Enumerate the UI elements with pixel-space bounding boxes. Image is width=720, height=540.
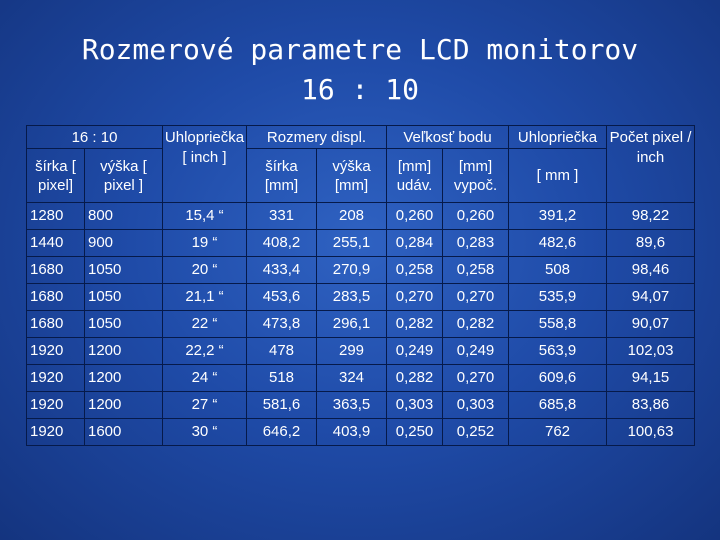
cell-height-px: 1200 [85, 392, 163, 419]
lcd-parameters-table [26, 125, 695, 446]
cell-width-mm: 581,6 [247, 392, 317, 419]
cell-diagonal-mm: 482,6 [509, 230, 607, 257]
cell-width-px: 1920 [27, 365, 85, 392]
header-width-mm: šírka [mm] [247, 149, 317, 203]
cell-diagonal-mm: 685,8 [509, 392, 607, 419]
cell-dot-calculated: 0,282 [443, 311, 509, 338]
cell-pixels-per-inch: 98,22 [607, 203, 695, 230]
cell-diagonal-inch: 15,4 “ [163, 203, 247, 230]
cell-width-px: 1680 [27, 311, 85, 338]
cell-pixels-per-inch: 90,07 [607, 311, 695, 338]
cell-diagonal-mm: 563,9 [509, 338, 607, 365]
cell-diagonal-mm: 391,2 [509, 203, 607, 230]
cell-dot-calculated: 0,270 [443, 365, 509, 392]
cell-diagonal-mm: 558,8 [509, 311, 607, 338]
cell-dot-given: 0,260 [387, 203, 443, 230]
header-height-px: výška [ pixel ] [85, 149, 163, 203]
title-line-1: Rozmerové parametre LCD monitorov [81, 33, 639, 66]
cell-width-px: 1680 [27, 257, 85, 284]
cell-diagonal-inch: 20 “ [163, 257, 247, 284]
cell-pixels-per-inch: 89,6 [607, 230, 695, 257]
header-height-mm: výška [mm] [317, 149, 387, 203]
cell-width-mm: 473,8 [247, 311, 317, 338]
cell-pixels-per-inch: 100,63 [607, 419, 695, 446]
header-dot-given: [mm] udáv. [387, 149, 443, 203]
cell-width-px: 1920 [27, 392, 85, 419]
cell-dot-given: 0,250 [387, 419, 443, 446]
cell-pixels-per-inch: 94,07 [607, 284, 695, 311]
cell-width-mm: 331 [247, 203, 317, 230]
cell-width-px: 1920 [27, 419, 85, 446]
cell-dot-calculated: 0,252 [443, 419, 509, 446]
cell-height-px: 1200 [85, 365, 163, 392]
header-diagonal-mm-title: Uhlopriečka [509, 126, 607, 149]
cell-height-mm: 324 [317, 365, 387, 392]
cell-width-mm: 518 [247, 365, 317, 392]
cell-width-px: 1440 [27, 230, 85, 257]
cell-height-mm: 403,9 [317, 419, 387, 446]
cell-pixels-per-inch: 83,86 [607, 392, 695, 419]
table-row [27, 203, 695, 230]
table-row [27, 419, 695, 446]
cell-height-px: 1050 [85, 311, 163, 338]
cell-diagonal-inch: 24 “ [163, 365, 247, 392]
cell-height-px: 900 [85, 230, 163, 257]
header-dot-calculated: [mm] vypoč. [443, 149, 509, 203]
cell-dot-given: 0,249 [387, 338, 443, 365]
cell-diagonal-mm: 535,9 [509, 284, 607, 311]
cell-dot-given: 0,303 [387, 392, 443, 419]
cell-dot-calculated: 0,283 [443, 230, 509, 257]
cell-dot-given: 0,282 [387, 311, 443, 338]
cell-diagonal-inch: 21,1 “ [163, 284, 247, 311]
table-row [27, 257, 695, 284]
cell-diagonal-inch: 30 “ [163, 419, 247, 446]
cell-height-px: 1050 [85, 284, 163, 311]
cell-diagonal-inch: 22,2 “ [163, 338, 247, 365]
header-diagonal-inch: Uhlopriečka [ inch ] [163, 126, 247, 203]
cell-width-mm: 478 [247, 338, 317, 365]
cell-height-px: 1050 [85, 257, 163, 284]
header-ratio-group: 16 : 10 [27, 126, 163, 149]
cell-height-mm: 296,1 [317, 311, 387, 338]
header-diagonal-mm-unit: [ mm ] [509, 149, 607, 203]
title-line-2: 16 : 10 [300, 73, 419, 106]
cell-dot-given: 0,258 [387, 257, 443, 284]
cell-height-mm: 270,9 [317, 257, 387, 284]
header-pixels-per-inch: Počet pixel / inch [607, 126, 695, 203]
cell-height-mm: 363,5 [317, 392, 387, 419]
cell-diagonal-inch: 22 “ [163, 311, 247, 338]
cell-height-mm: 283,5 [317, 284, 387, 311]
header-width-px: šírka [ pixel] [27, 149, 85, 203]
cell-dot-calculated: 0,270 [443, 284, 509, 311]
header-dot-size-group: Veľkosť bodu [387, 126, 509, 149]
slide-title [0, 30, 720, 110]
cell-dot-calculated: 0,249 [443, 338, 509, 365]
cell-diagonal-mm: 508 [509, 257, 607, 284]
cell-width-mm: 408,2 [247, 230, 317, 257]
cell-dot-calculated: 0,258 [443, 257, 509, 284]
cell-dot-given: 0,282 [387, 365, 443, 392]
cell-height-mm: 208 [317, 203, 387, 230]
table-row [27, 230, 695, 257]
table-row [27, 338, 695, 365]
cell-diagonal-mm: 762 [509, 419, 607, 446]
header-display-dimensions-group: Rozmery displ. [247, 126, 387, 149]
cell-height-px: 1600 [85, 419, 163, 446]
cell-dot-given: 0,284 [387, 230, 443, 257]
cell-width-mm: 646,2 [247, 419, 317, 446]
cell-pixels-per-inch: 94,15 [607, 365, 695, 392]
cell-diagonal-inch: 27 “ [163, 392, 247, 419]
table-row [27, 365, 695, 392]
cell-width-px: 1680 [27, 284, 85, 311]
cell-pixels-per-inch: 98,46 [607, 257, 695, 284]
cell-dot-given: 0,270 [387, 284, 443, 311]
cell-width-px: 1280 [27, 203, 85, 230]
cell-height-px: 800 [85, 203, 163, 230]
cell-dot-calculated: 0,303 [443, 392, 509, 419]
cell-width-mm: 453,6 [247, 284, 317, 311]
cell-height-mm: 299 [317, 338, 387, 365]
cell-pixels-per-inch: 102,03 [607, 338, 695, 365]
table-body [27, 203, 695, 446]
cell-width-mm: 433,4 [247, 257, 317, 284]
cell-diagonal-inch: 19 “ [163, 230, 247, 257]
cell-height-px: 1200 [85, 338, 163, 365]
cell-height-mm: 255,1 [317, 230, 387, 257]
cell-dot-calculated: 0,260 [443, 203, 509, 230]
cell-width-px: 1920 [27, 338, 85, 365]
table-row [27, 392, 695, 419]
table-row [27, 311, 695, 338]
cell-diagonal-mm: 609,6 [509, 365, 607, 392]
table-row [27, 284, 695, 311]
